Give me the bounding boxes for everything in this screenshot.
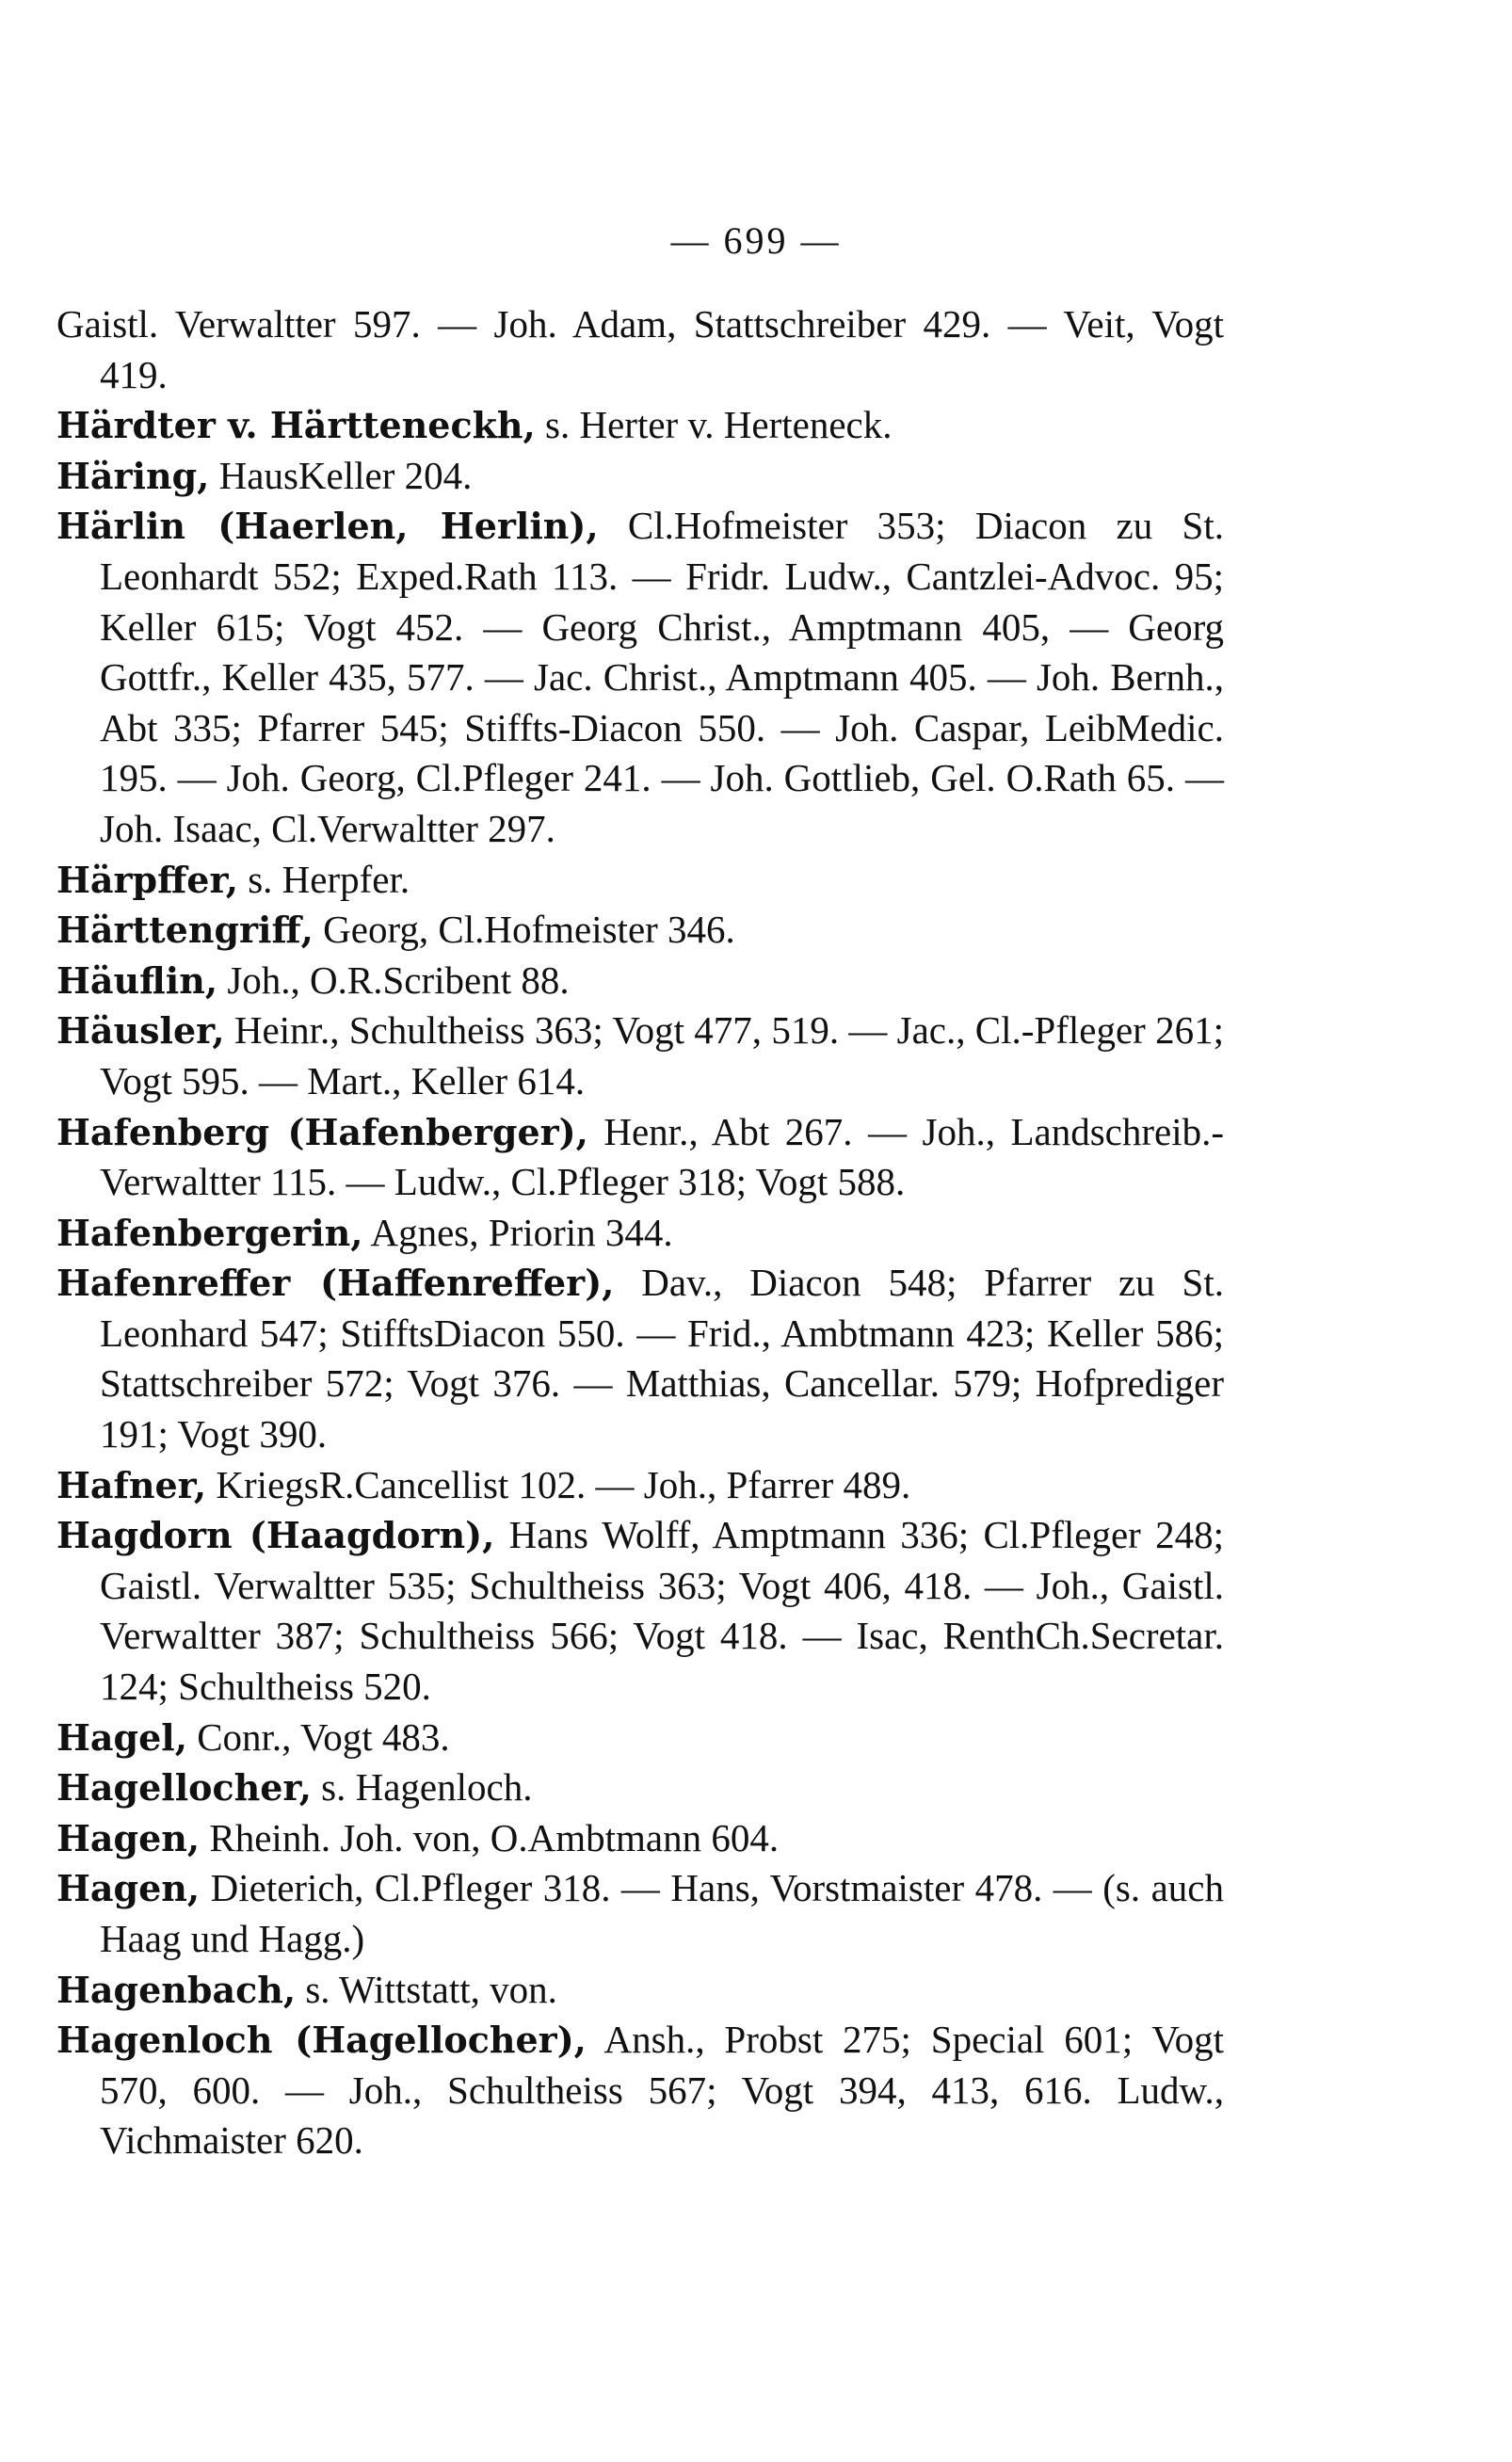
entry-head: Härttengriff, xyxy=(56,909,314,952)
register-entry xyxy=(56,501,1224,854)
entry-body: s. Hagenloch. xyxy=(311,1765,533,1810)
register-entry xyxy=(56,1208,1224,1259)
entry-head: Hagenbach, xyxy=(56,1968,297,2011)
entry-body: Ansh., Probst 275; Special 601; Vogt 570, 600. — Joh., Schultheiss 567; Vogt 394, 413, 616. Ludw., Vichmaister 620. xyxy=(100,2018,1224,2163)
entry-body: Agnes, Priorin 344. xyxy=(362,1210,673,1254)
register-entry xyxy=(56,956,1224,1006)
entry-head: Hafenbergerin, xyxy=(56,1211,363,1254)
register-entry xyxy=(56,1510,1224,1712)
entry-body: Georg, Cl.Hofmeister 346. xyxy=(313,908,735,952)
entry-head: Härdter v. Härtteneckh, xyxy=(56,404,536,447)
entry-body: KriegsR.Cancellist 102. — Joh., Pfarrer 489. xyxy=(206,1462,911,1506)
entry-head: Hagellocher, xyxy=(56,1766,312,1810)
entry-head: Hagen, xyxy=(56,1816,201,1859)
entry-head: Häring, xyxy=(56,454,210,497)
entry-body: Hans Wolff, Amptmann 336; Cl.Pfleger 248; Gaistl. Verwaltter 535; Schultheiss 363; Vogt 406, 418. — Joh., Gaistl. Verwaltter 387; Schultheiss 566; Vogt 418. — Isac, RenthCh.Secretar. 124; Schultheiss 520. xyxy=(100,1513,1224,1709)
entry-body: Dieterich, Cl.Pfleger 318. — Hans, Vorstmaister 478. — (s. auch Haag und Hagg.) xyxy=(100,1866,1224,1960)
entry-head: Häuflin, xyxy=(56,958,218,1002)
register-entry xyxy=(56,905,1224,956)
entry-body: Gaistl. Verwaltter 597. — Joh. Adam, Stattschreiber 429. — Veit, Vogt 419. xyxy=(56,302,1224,396)
entry-body: Dav., Diacon 548; Pfarrer zu St. Leonhard 547; StifftsDiacon 550. — Frid., Ambtmann 423; Keller 586; Stattschreiber 572; Vogt 376. — Matthias, Cancellar. 579; Hofprediger 191; Vogt 390. xyxy=(100,1261,1224,1456)
entry-body: HausKeller 204. xyxy=(209,453,473,497)
register-entry xyxy=(56,299,1224,400)
register-entry xyxy=(56,2015,1224,2166)
page-number: — 699 — xyxy=(670,219,842,262)
register-entry xyxy=(56,451,1224,502)
register-entry xyxy=(56,1813,1224,1864)
entry-head: Hafenreffer (Haffenreffer), xyxy=(56,1262,615,1305)
entry-head: Hagen, xyxy=(56,1867,201,1910)
register-entry xyxy=(56,1258,1224,1459)
entry-body: Joh., O.R.Scribent 88. xyxy=(217,957,570,1002)
entry-head: Hagenloch (Hagellocher), xyxy=(56,2019,587,2062)
register-entries xyxy=(56,299,1224,2166)
entry-head: Hagel, xyxy=(56,1715,187,1759)
entry-body: Rheinh. Joh. von, O.Ambtmann 604. xyxy=(200,1815,780,1859)
entry-body: Cl.Hofmeister 353; Diacon zu St. Leonhardt 552; Exped.Rath 113. — Fridr. Ludw., Cantzlei-Advoc. 95; Keller 615; Vogt 452. — Georg Christ., Amptmann 405, — Georg Gottfr., Keller 435, 577. — Jac. Christ., Amptmann 405. — Joh. Bernh., Abt 335; Pfarrer 545; Stiffts-Diacon 550. — Joh. Caspar, LeibMedic. 195. — Joh. Georg, Cl.Pfleger 241. — Joh. Gottlieb, Gel. O.Rath 65. — Joh. Isaac, Cl.Verwaltter 297. xyxy=(100,504,1225,850)
entry-head: Häusler, xyxy=(56,1009,225,1053)
register-entry xyxy=(56,1965,1224,2016)
entry-head: Hafenberg (Hafenberger), xyxy=(56,1110,588,1153)
entry-body: Henr., Abt 267. — Joh., Landschreib.-Verwaltter 115. — Ludw., Cl.Pfleger 318; Vogt 588. xyxy=(100,1109,1224,1204)
entry-head: Hagdorn (Haagdorn), xyxy=(56,1514,495,1557)
register-entry xyxy=(56,1713,1224,1763)
entry-body: s. Herpfer. xyxy=(237,857,410,901)
register-entry xyxy=(56,1762,1224,1813)
register-entry xyxy=(56,1863,1224,1964)
register-entry xyxy=(56,1460,1224,1511)
entry-body: s. Wittstatt, von. xyxy=(296,1967,557,2011)
entry-body: s. Herter v. Herteneck. xyxy=(535,403,893,447)
entry-body: Heinr., Schultheiss 363; Vogt 477, 519. — Jac., Cl.-Pfleger 261; Vogt 595. — Mart., Keller 614. xyxy=(100,1008,1224,1102)
entry-body: Conr., Vogt 483. xyxy=(186,1714,450,1759)
entry-head: Härpffer, xyxy=(56,858,238,901)
register-entry xyxy=(56,1006,1224,1106)
register-entry xyxy=(56,855,1224,906)
register-entry xyxy=(56,1107,1224,1208)
entry-head: Hafner, xyxy=(56,1463,207,1506)
register-entry xyxy=(56,400,1224,451)
entry-head: Härlin (Haerlen, Herlin), xyxy=(56,505,599,548)
